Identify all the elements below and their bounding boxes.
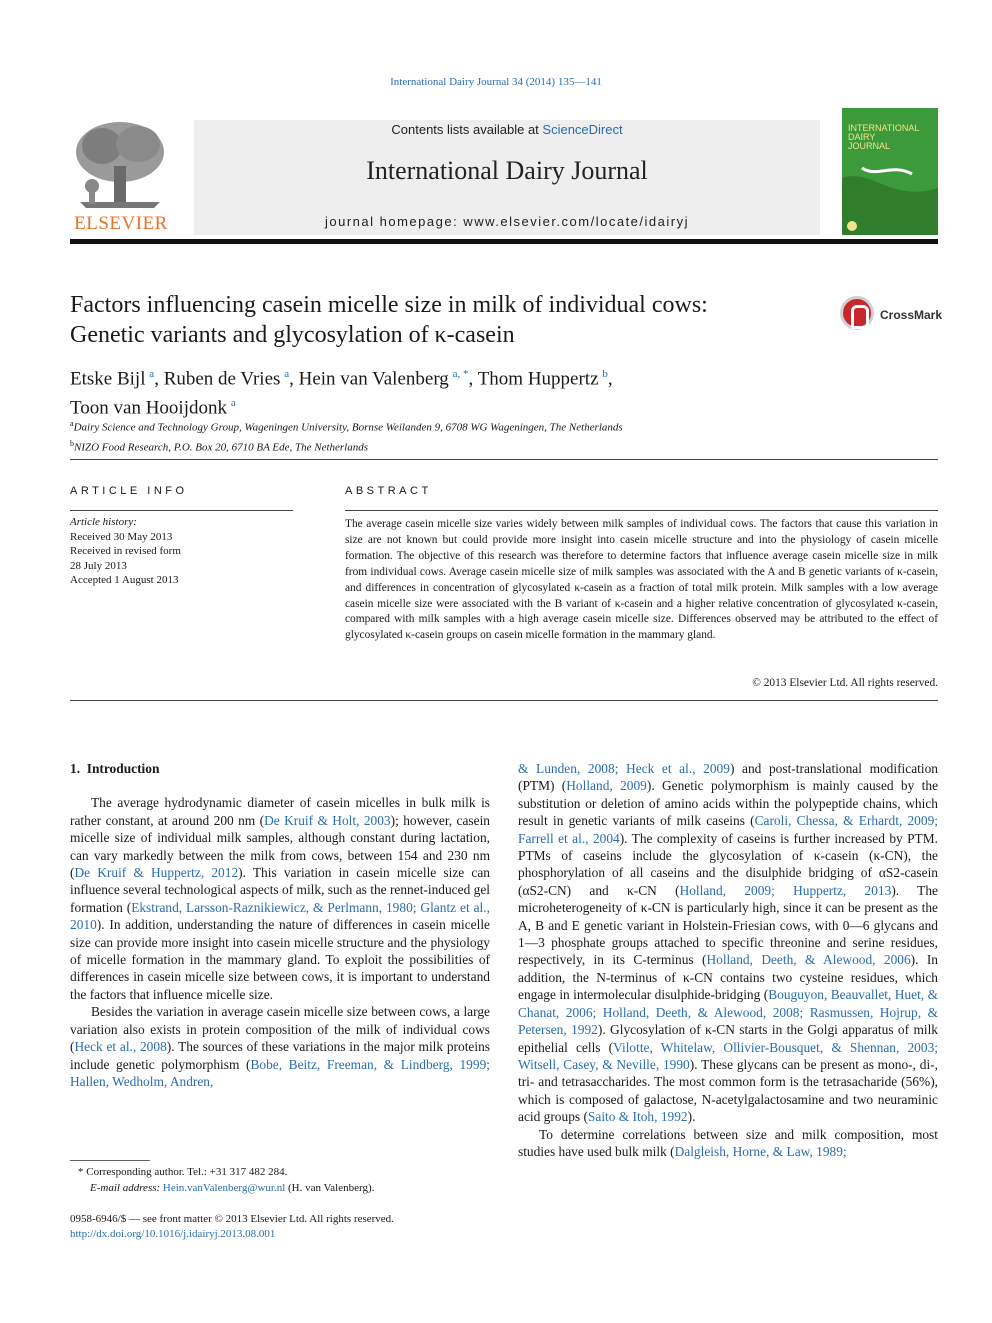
body-text: To determine correlations between size and milk composition, most studies have used bulk milk ( [518,1126,938,1159]
author-name[interactable]: Ruben de Vries [163,368,281,390]
body-right-column [518,760,938,1160]
email-suffix: (H. van Valenberg). [285,1181,375,1194]
email-label: E-mail address: [90,1181,163,1194]
body-text: ). The sources of these variations in the major milk proteins include genetic polymorphism ( [70,1039,490,1072]
article-info-rule [70,510,293,511]
abstract-copyright: © 2013 Elsevier Ltd. All rights reserved. [752,677,938,689]
crossmark-icon [840,296,874,330]
author-name[interactable]: Etske Bijl [70,368,146,390]
citation-link[interactable]: Ekstrand, Larsson-Raznikiewicz, & Perlmann, 1980; Glantz et al., 2010 [70,899,490,933]
history-accepted: Accepted 1 August 2013 [70,574,179,586]
sciencedirect-link[interactable]: ScienceDirect [542,122,623,137]
abstract-heading: ABSTRACT [345,485,432,497]
citation-link[interactable]: & Lunden, 2008; Heck et al., 2009 [518,761,730,776]
body-text: ). This variation in casein micelle size can influence several technological aspects of milk, such as the rennet-induced gel formation ( [70,865,490,915]
email-link[interactable]: Hein.vanValenberg@wur.nl [162,1181,286,1194]
history-revised: Received in revised form [70,545,181,557]
body-paragraph [518,1126,938,1161]
history-received: Received 30 May 2013 [70,530,173,543]
crossmark-label: CrossMark [880,308,943,322]
contents-line [194,122,820,137]
corresponding-author: * Corresponding author. Tel.: +31 317 482 284. [78,1166,288,1178]
journal-banner [194,120,820,235]
doi-link[interactable]: http://dx.doi.org/10.1016/j.idairyj.2013.08.001 [70,1228,276,1240]
title-line-1: Factors influencing casein micelle size in milk of individual cows: [70,292,708,318]
body-text: ). In addition, the N-terminus of κ-CN contains two cysteine residues, which engage in intermolecular disulphide-bridging ( [518,952,938,1003]
section-heading: 1. Introduction [70,761,160,776]
divider-rule [70,700,938,701]
body-text: ) and post-translational modification (PTM) ( [518,761,939,794]
footnote-rule [70,1160,150,1161]
citation-link[interactable]: Holland, 2009 [566,778,647,794]
citation-link[interactable]: De Kruif & Holt, 2003 [264,812,391,828]
citation-link[interactable]: Dalgleish, Horne, & Law, 1989; [674,1143,847,1159]
affil-sup: a [70,419,74,428]
citation-link[interactable]: Holland, Deeth, & Alewood, 2006 [706,952,911,968]
body-text: ). Genetic polymorphism is mainly caused by the substitution or deletion of amino acids within the polypeptide chains, which result in genetic variants of milk caseins ( [518,778,939,829]
citation-link[interactable]: Saito & Itoh, 1992 [587,1109,688,1125]
author-affil-ref[interactable]: b [602,368,608,380]
body-text: ). In addition, understanding the nature of differences in casein micelle size can provide more insight into casein micelle structure and the physiology of micelle formation in the mammary gland. To exploit the possibilities of differences in casein micelle size between cows, it is important to understand the factors that influence micelle size. [70,917,490,1002]
contents-prefix: Contents lists available at [391,122,543,137]
affil-sup: b [70,438,74,448]
author-name[interactable]: Thom Huppertz [477,368,599,390]
cover-title: INTERNATIONAL DAIRY JOURNAL [848,123,920,151]
body-paragraph [518,760,938,1126]
citation-link[interactable]: De Kruif & Huppertz, 2012 [74,865,239,881]
affil-text: NIZO Food Research, P.O. Box 20, 6710 BA Ede, The Netherlands [74,441,369,454]
body-text: ). Glycosylation of κ-CN starts in the Golgi apparatus of milk epithelial cells ( [518,1022,939,1055]
front-matter [70,1212,490,1242]
author-affil-ref[interactable]: a [284,368,290,380]
affiliations [70,416,930,455]
divider-rule [70,459,938,460]
body-text: ). The complexity of caseins is further increased by PTM. PTMs of caseins include the glycosylation of κ-casein (κ-CN), the phosphorylation of all caseins and the disulphide bridging of αS2-casein (αS2-CN) and κ-CN ( [518,830,938,898]
author-affil-ref[interactable]: a [149,368,155,380]
body-left-column [70,760,490,1090]
body-paragraph [70,794,490,1003]
body-text: ). These glycans can be present as mono-, di-, tri- and tetrasaccharides. The most common form is the tetrasacharide (56%), which is composed of galactose, N-acetylgalactosamine and two neuraminic acid groups ( [518,1056,938,1125]
body-text: ); however, casein micelle size of individual milk samples, although constant during lactation, can vary markedly between the milk from cows, between 154 and 230 nm ( [70,812,490,881]
body-text: ). The microheterogeneity of κ-CN is particularly high, since it can be present as the A, B and E genetic variant in Holstein-Friesian cows, with 0—6 glycans and 1—3 phosphate groups attached to specific threonine and serine residues, respectively, in its C-terminus ( [518,882,938,968]
body-paragraph [70,1003,490,1090]
header-rule [70,239,938,244]
affiliation-b [70,436,930,456]
citation-link[interactable]: Holland, 2009; Huppertz, 2013 [679,882,892,898]
author-name[interactable]: Hein van Valenberg [298,368,449,390]
citation-link[interactable]: Bobe, Beitz, Freeman, & Lindberg, 1999; Hallen, Wedholm, Andren, [70,1056,490,1089]
affil-text: Dairy Science and Technology Group, Wageningen University, Bornse Weilanden 9, 6708 WG Wageningen, The Netherlands [73,421,623,434]
journal-citation[interactable]: International Dairy Journal 34 (2014) 135—141 [390,76,602,88]
cover-art [842,108,938,235]
issn-line: 0958-6946/$ — see front matter © 2013 Elsevier Ltd. All rights reserved. [70,1213,394,1225]
author-affil-ref[interactable]: a [230,397,236,410]
citation-link[interactable]: Heck et al., 2008 [74,1039,167,1055]
history-revised-date: 28 July 2013 [70,559,127,572]
journal-cover-thumbnail[interactable] [842,108,938,235]
citation-link[interactable]: Caroli, Chessa, & Erhardt, 2009; Farrell et al., 2004 [518,813,938,846]
affiliation-a [70,416,930,436]
body-text: The average hydrodynamic diameter of casein micelles in bulk milk is rather constant, at around 200 nm ( [70,795,490,828]
journal-homepage[interactable]: journal homepage: www.elsevier.com/locate/idairyj [325,214,689,229]
title-line-2: Genetic variants and glycosylation of κ-casein [70,322,515,348]
footnotes [70,1165,490,1196]
email-line [70,1181,490,1197]
publisher-wordmark: ELSEVIER [74,213,168,234]
abstract-text: The average casein micelle size varies widely between milk samples of individual cows. The factors that cause this variation in size are not known but could provide more insight into casein micelle structure and into the physiology of casein micelle formation. The objective of this research was therefore to determine factors that influence average casein micelle size in milk from individual cows. Average casein micelle size of milk samples was associated with the A and B genetic variants of κ-casein, and differences in concentration of glycosylated κ-casein as a fraction of total milk protein. Milk samples with a low average casein micelle size were associated with the B variant of κ-casein and a higher relative concentration of glycosylated κ-casein, compared with milk samples with a high average casein micelle size. Differences observed may be attributed to the effect of glycosylated κ-casein groups on casein micelle formation in the mammary gland. [345,518,938,642]
citation-link[interactable]: Vilotte, Whitelaw, Ollivier-Bousquet, & Shennan, 2003; Witsell, Casey, & Neville, 1990 [518,1039,938,1072]
article-info-heading: ARTICLE INFO [70,485,188,497]
author-list: Etske Bijl $^a$, Ruben de Vries $^a$, Hein van Valenberg $^{a, *}$, Thom Huppertz $^b$, Toon van Hooijdonk $^a$ [70,368,613,419]
body-text: ). [687,1109,696,1125]
body-text: Besides the variation in average casein micelle size between cows, a large variation also exists in protein composition of the milk of individual cows ( [70,1004,490,1055]
abstract-rule [345,510,938,511]
crossmark-badge[interactable] [840,296,950,336]
article-title [70,290,830,350]
article-history [70,515,300,588]
citation-link[interactable]: Bouguyon, Beauvallet, Huet, & Chanat, 2006; Holland, Deeth, & Alewood, 2008; Rasmussen, Hojrup, & Petersen, 1992 [518,987,938,1038]
journal-name: International Dairy Journal [366,156,648,185]
author-affil-ref[interactable]: a, * [452,368,469,380]
author-name[interactable]: Toon van Hooijdonk [70,397,227,419]
history-heading: Article history: [70,516,137,528]
